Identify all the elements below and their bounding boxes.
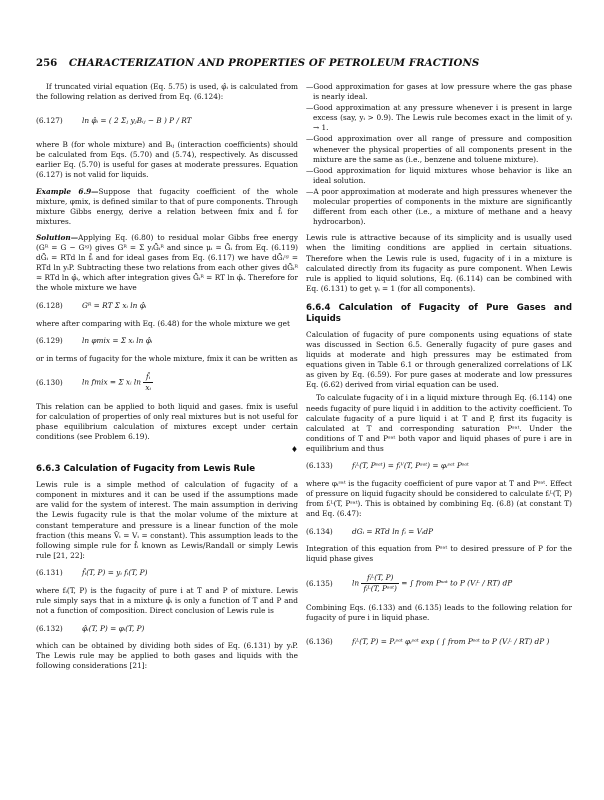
left-column	[36, 82, 298, 674]
example-label: Example 6.9—	[36, 186, 99, 196]
example-text: Suppose that fugacity coefficient of the whole mixture, φmix, is defined similar to that of pure components. Through mixture Gibbs energy, derive a relation between fmix and f̂ᵢ for mixtures.	[36, 186, 299, 226]
section-heading-6-6-3: 6.6.3 Calculation of Fugacity from Lewis Rule	[36, 464, 256, 475]
equation-number: (6.133)	[306, 461, 333, 471]
equation-number: (6.135)	[306, 578, 333, 588]
equation-6-133	[306, 460, 572, 473]
list-item: —A poor approximation at moderate and high pressures whenever the molecular properties of components in the mixture are significantly different from each other (i.e., a mixture of methane and a heavy hydrocarbon).	[306, 186, 572, 227]
running-title: CHARACTERIZATION AND PROPERTIES OF PETROLEUM FRACTIONS	[68, 57, 480, 69]
equation-body: ln φ̂ᵢ = ( 2 Σⱼ yⱼBᵢⱼ − B ) P / RT	[82, 116, 192, 126]
equation-6-134	[306, 525, 572, 538]
running-header	[36, 57, 479, 69]
equation-number: (6.130)	[36, 377, 63, 387]
page-number: 256	[36, 57, 58, 69]
paragraph: where after comparing with Eq. (6.48) for the whole mixture we get	[36, 318, 290, 328]
solution-text: Applying Eq. (6.80) to residual molar Gibbs free energy (Gᴿ = G − Gᶦᵍ) gives Gᴿ = Σ yᵢḠᵢᴿ and since μᵢ = Ḡᵢ from Eq. (6.119) dḠᵢ = RTd ln f̂ᵢ and for ideal gases from Eq. (6.117) we have dḠᵢᶦᵍ = RTd ln yᵢP. Subtracting these two relations from each other gives dḠᵢᴿ = RTd ln φ̂ᵢ, which after integration gives Ḡᵢᴿ = RT ln φ̂ᵢ. Therefore for the whole mixture we have	[36, 232, 298, 293]
fraction	[361, 573, 398, 594]
denominator: fᵢᴸ(T, Pˢᵃᵗ)	[363, 584, 397, 594]
equation-lhs: ln fmix = Σ xᵢ ln	[82, 377, 141, 387]
equation-6-129	[36, 335, 298, 348]
equation-body	[82, 372, 298, 393]
equation-number: (6.128)	[36, 300, 63, 310]
equation-6-135	[306, 571, 572, 597]
paragraph: Lewis rule is attractive because of its simplicity and is usually used when the limiting conditions are applied in certain situations. Therefore when the Lewis rule is used, fugacity of i in a mixture is calculated directly from its fugacity as pure component. When Lewis rule is applied to liquid solutions, Eq. (6.114) can be combined with Eq. (6.131) to get γᵢ = 1 (for all components).	[306, 233, 572, 293]
paragraph: which can be obtained by dividing both sides of Eq. (6.131) by yᵢP. The Lewis rule may be applied to both gases and liquids with the following considerations [21]:	[36, 641, 298, 671]
equation-6-132	[36, 622, 298, 635]
paragraph: or in terms of fugacity for the whole mixture, fmix it can be written as	[36, 353, 298, 363]
end-of-example-mark: ♦	[290, 445, 298, 455]
paragraph: Calculation of fugacity of pure components using equations of state was discussed in Section 6.5. Generally fugacity of pure gases and liquids at moderate and high pressures may be estimated from equations given in Table 6.1 or through generalized correlations of LK as given by Eq. (6.59). For pure gases at moderate and low pressures Eq. (6.62) derived from virial equation can be used.	[306, 329, 572, 390]
equation-rhs: = ∫ from Pˢᵃᵗ to P (Vᵢᴸ / RT) dP	[401, 578, 513, 588]
equation-6-128	[36, 300, 298, 313]
list-item: —Good approximation at any pressure whenever i is present in large excess (say, yᵢ > 0.9). The Lewis rule becomes exact in the limit of yᵢ → 1.	[306, 103, 572, 133]
solution	[36, 233, 298, 294]
paragraph: where B (for whole mixture) and Bᵢⱼ (interaction coefficients) should be calculated from Eqs. (5.70) and (5.74), respectively. As discussed earlier Eq. (5.70) is useful for gases at moderate pressures. Equation (6.127) is not valid for liquids.	[36, 140, 298, 180]
paragraph: where fᵢ(T, P) is the fugacity of pure i at T and P of mixture. Lewis rule simply says that in a mixture φ̂ᵢ is only a function of T and P and not a function of composition. Direct conclusion of Lewis rule is	[36, 585, 298, 616]
equation-number: (6.132)	[36, 623, 63, 633]
numerator: f̂ᵢ	[143, 372, 153, 383]
paragraph: If truncated virial equation (Eq. 5.75) is used, φ̂ᵢ is calculated from the following relation as derived from Eq. (6.124):	[36, 82, 298, 102]
solution-label: Solution—	[36, 232, 79, 242]
paragraph: Lewis rule is a simple method of calculation of fugacity of a component in mixtures and it can be used if the assumptions made are valid for the system of interest. The main assumption in deriving the Lewis fugacity rule is that the molar volume of the mixture at constant temperature and pressure is a linear function of the mole fraction (this means V̄ᵢ = Vᵢ = constant). This assumption leads to the following simple rule for f̂ᵢ known as Lewis/Randall or simply Lewis rule [21, 22]:	[36, 480, 298, 560]
equation-body: fᵢᴸ(T, P) = Pᵢˢᵃᵗ φᵢˢᵃᵗ exp ( ∫ from Pˢᵃᵗ to P (Vᵢᴸ / RT) dP )	[352, 636, 550, 646]
equation-number: (6.131)	[36, 568, 63, 578]
paragraph: Combining Eqs. (6.133) and (6.135) leads to the following relation for fugacity of pure i in liquid phase.	[306, 602, 572, 622]
equation-number: (6.136)	[306, 636, 333, 646]
equation-body: dGᵢ = RTd ln fᵢ = VᵢdP	[352, 526, 434, 536]
equation-number: (6.127)	[36, 116, 63, 126]
equation-body: f̂ᵢ(T, P) = yᵢ fᵢ(T, P)	[82, 568, 148, 578]
equation-number: (6.129)	[36, 336, 63, 346]
fraction	[143, 372, 153, 393]
numerator: fᵢᴸ(T, P)	[361, 573, 398, 584]
equation-6-136	[306, 629, 572, 655]
equation-6-127	[36, 108, 298, 134]
equation-body	[352, 573, 572, 594]
paragraph: Integration of this equation from Pˢᵃᵗ to desired pressure of P for the liquid phase gives	[306, 544, 572, 564]
paragraph: This relation can be applied to both liquid and gases. fmix is useful for calculation of properties of only real mixtures but is not useful for phase equilibrium calculation of mixtures except under certain conditions (see Problem 6.19).	[36, 401, 298, 441]
example-6-9	[36, 187, 298, 227]
equation-body: φ̂ᵢ(T, P) = φᵢ(T, P)	[82, 623, 145, 633]
equation-body: ln φmix = Σ xᵢ ln φ̂ᵢ	[82, 336, 153, 346]
paragraph: To calculate fugacity of i in a liquid mixture through Eq. (6.114) one needs fugacity of pure liquid i in addition to the activity coefficient. To calculate fugacity of a pure liquid i at T and P, first its fugacity is calculated at T and corresponding saturation Pˢᵃᵗ. Under the conditions of T and Pˢᵃᵗ both vapor and liquid phases of pure i are in equilibrium and thus	[306, 393, 572, 453]
list-item: —Good approximation over all range of pressure and composition whenever the physical properties of all components present in the mixture are the same as (i.e., benzene and toluene mixture).	[306, 134, 572, 164]
equation-body: Gᴿ = RT Σ xᵢ ln φ̂ᵢ	[82, 300, 147, 310]
equation-6-131	[36, 567, 298, 580]
paragraph: where φᵢˢᵃᵗ is the fugacity coefficient of pure vapor at T and Pˢᵃᵗ. Effect of pressure on liquid fugacity should be considered to calculate fᵢᴸ(T, P) from fᵢᴸ(T, Pˢᵃᵗ). This is obtained by combining Eq. (6.8) (at constant T) and Eq. (6.47):	[306, 479, 572, 519]
equation-number: (6.134)	[306, 526, 333, 536]
list-item: —Good approximation for liquid mixtures whose behavior is like an ideal solution.	[306, 165, 572, 185]
equation-ln: ln	[352, 578, 360, 588]
section-heading-6-6-4: 6.6.4 Calculation of Fugacity of Pure Gases and Liquids	[306, 302, 572, 324]
list-item: —Good approximation for gases at low pressure where the gas phase is nearly ideal.	[306, 82, 572, 102]
equation-6-130	[36, 370, 298, 396]
right-column	[306, 82, 572, 661]
equation-body: fᵢᴸ(T, Pˢᵃᵗ) = fᵢⱽ(T, Pˢᵃᵗ) = φᵢˢᵃᵗ Pˢᵃᵗ	[352, 461, 469, 471]
denominator: xᵢ	[145, 383, 151, 393]
